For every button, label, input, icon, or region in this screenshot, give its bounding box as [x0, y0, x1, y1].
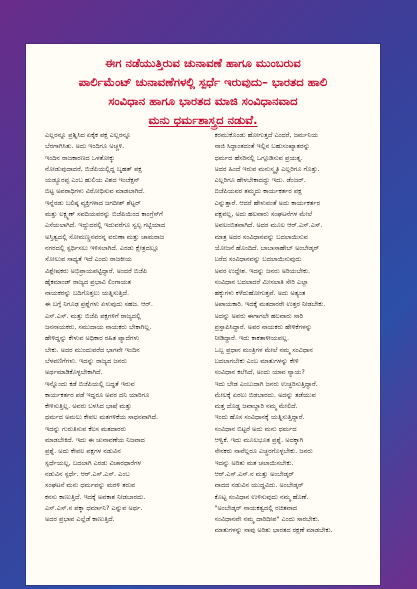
text-line: ಎಲ್ಲರಿಗೂ ಹೇಳಬೇಕಾದದ್ದು ಇದು. ಡೆಂಜರ್.	[214, 176, 306, 185]
text-line: ಹೇಳಿದ್ದನ್ನು ಕೇಳುವ ಅಧಿಕಾರ ರಹಿತ ಪ್ಯಾದೆಗಳು	[45, 334, 140, 343]
text-line: ಪಕ್ಷವಲ್ಲ, ಅದು ಹಲವಾರು ಸಂಘಟನೆಗಳ ಮೇಲೆ	[214, 210, 313, 219]
text-line: ಪ್ರಶ್ನೆ. ಅದು ಕೇವಲ ಪಕ್ಷಗಳ ನಡುವಿನ	[45, 447, 121, 456]
text-line: ಮಾತುಗಳನ್ನು ನಾವು ಅರಿತು ಭಾರತದ ರಕ್ಷಣೆ ಮಾಡಬೇಕು.	[214, 526, 333, 535]
text-line: ನಗರದಲ್ಲಿ ಸ್ಪರ್ಧಿಸಲು ಇಳಿಸಲಾಗಿದೆ. ಎರಡು ಕ್ಷೇತ್ರದಲ್ಲೂ	[45, 243, 159, 252]
text-line: ಇದು ಬೇಡ ಎಂಬುದಾಗಿ ಜನರು ಉಚ್ಛರಿಸುತ್ತಿದ್ದಾರೆ.	[214, 379, 318, 388]
text-line: ಎಸ್.ಎಸ್. ಮತ್ತು ಬಿಜೆಪಿ ಪಕ್ಷಗಳಿಗೆ ರಾಜ್ಯದಲ್ಲಿ	[45, 311, 141, 320]
text-line: ಜನನಾಯಕರು, ಸಮುದಾಯ ನಾಯಕರು ಬೇಕಾಗಿಲ್ಲ.	[45, 323, 152, 332]
right-column	[215, 130, 373, 583]
text-line: ಇದನ್ನು ಅರಿತು ಮತ ಚಲಾಯಿಸಬೇಕು.	[214, 458, 294, 467]
text-line: ಧರ್ಮದ ಹೆಸರಿನಲ್ಲಿ ಒಗ್ಗೂಡಿಸುವ ಪ್ರಯತ್ನ.	[214, 153, 303, 162]
text-line: ಬೆರಗಾಗಿಸಿತು. ಅದು ಇಂದಿಗೂ ಅಚ್ಚಳಿ.	[45, 142, 125, 151]
text-line: ಹೈಕಮಾಂಡ್ ರಾಜ್ಯದ ಪ್ರಭಾವಿ ಲಿಂಗಾಯತ	[45, 277, 131, 286]
text-line: ಕನಸು ಕಾಣುತ್ತಿದೆ. ಇದಕ್ಕೆ ಅವಕಾಶ ನೀಡಬಾರದು.	[45, 492, 146, 501]
text-line: ಸಂವಿಧಾನ ಕಲೆಸಿದೆ, ಅಂದು ಯಾವ ನ್ಯಾಯ?	[214, 368, 305, 377]
left-column	[45, 130, 203, 583]
text-line: ಸೋಲುವ ಸಾಧ್ಯತೆ ಇದೆ ಎಂದು ರಾಜಕೀಯ	[45, 255, 132, 264]
text-line: ಸಂವಿಧಾನವೇ ನಮ್ಮ ದಾರಿದೀಪ" ಎಂದು ಸಾರಬೇಕು.	[214, 515, 320, 524]
text-line: ಸಂಘಟನೆ ಮನು ಧರ್ಮವನ್ನು ಮರಳಿ ತರುವ	[45, 481, 136, 490]
text-line: ಇಂದಿನ ರಾಜಕಾರಣದ ಒಳತೋಕ್ಕು	[45, 153, 115, 162]
text-line: ಒಬ್ಬ ಪ್ರಧಾನ ಮಂತ್ರಿಗಳ ಮೇಲೆ ನಮ್ಮ ಸಂವಿಧಾನ	[214, 345, 313, 354]
text-line: ಯೋಜನೆ ಹೊಂದಿದೆ. ಬಾಬಾಸಾಹೇಬ್ ಅಂಬೇಡ್ಕರ್	[214, 243, 320, 252]
text-line: ಇದನ್ನು ಗುರುತಿಸುವ ಕೆಲಸ ಮತದಾರರು	[45, 424, 127, 433]
text-line: ಸಂವಿಧಾನ ಬದಲಾದರೆ ಮೀಸಲಾತಿ ಸೇರಿ ಎಲ್ಲಾ	[214, 277, 309, 286]
text-line: ಎನ್ನುತ್ತಾರೆ. ಆದರೆ ಹೇಳುವಂತೆ ಅದು ಕಾರ್ಯಕರ್ತರ	[214, 198, 321, 207]
text-line: ಅವರ ಉದ್ದೇಶ. ಇದನ್ನು ಜನರು ಅರಿಯಬೇಕು.	[214, 266, 311, 275]
text-line: ಕೊಟ್ಟ ಸಂವಿಧಾನ ಉಳಿಸುವುದು ನಮ್ಮ ಹೊಣೆ.	[214, 492, 309, 501]
text-line: ವಿಶ್ಲೇಷಕರು ಅಭಿಪ್ರಾಯಪಟ್ಟಿದ್ದಾರೆ. ಅಂದರೆ ಬಿಜೆಪಿ	[45, 266, 148, 275]
text-line: ಯಡ್ಯೂರಪ್ಪ ಎಂಬ ಹುಲಿಯ ವಿಶದ ಇಂಜೆಕ್ಷನ್	[45, 176, 140, 185]
text-line: ಸೇನಕರು ನಾವೆಲ್ಲರೂ ಎಚ್ಚರಗೊಳ್ಳಬೇಕು. ಜನರು	[214, 447, 313, 456]
text-line: ಅದರ ಹಿಂದೆ ಇರುವ ಮನುಸ್ಮೃತಿ ಎಲ್ಲರಿಗೂ ಗೊತ್ತು.	[214, 164, 320, 173]
text-line: ಬದಲಾಗಬೇಕು ಎಂಬ ಮಾತುಗಳನ್ನು ಕೇಳಿ	[214, 356, 299, 365]
text-line: ಅರ್ಥಮಾಡಿಕೊಳ್ಳಬೇಕಾಗಿದೆ.	[45, 368, 103, 377]
headline-line: ಸಂವಿಧಾನ ಹಾಗೂ ಭಾರತದ ಮಾಜಿ ಸಂವಿಧಾನವಾದ	[108, 94, 298, 108]
text-line: ಅವಲಂಬಿತವಾಗಿದೆ. ಅದರ ಮೂಲ ಆರ್.ಎಸ್.ಎಸ್.	[214, 221, 323, 230]
text-line: ಕರಮುಕೊಂಡು ಹೋಗುತ್ತದೆ ಎಂದರೆ, ಜರ್ಮನಿಯ	[214, 131, 319, 139]
text-line: ಕೇಳಿಸುತ್ತಿಲ್ಲ. ಅವರು ಬಳಸಿದ ಭಾಷೆ ಮತ್ತು	[45, 402, 132, 411]
text-line: ಬೇಕು. ಅದರ ಮುಂದುವರೆದ ಭಾಗವೇ ಇಂದಿನ	[45, 345, 140, 354]
text-line: ಈ ಬಗ್ಗೆ ನಿಗೂಢ ಪ್ರಶ್ನೆಗಳು ಏಳುವುದು ಸಹಜ. ಆರ್.	[45, 300, 153, 309]
text-line: ಆಳ್ವಿಕೆ. ಇದು ಮೂಲಭೂತ ಪ್ರಶ್ನೆ. ಅದಕ್ಕಾಗಿ	[214, 436, 304, 445]
article-page	[26, 44, 380, 585]
text-line: ಎಸೆಯಲಾಗಿದೆ. ಇದ್ದುದರಲ್ಲಿ ಇದುವರೆಗೂ ಸ್ವಲ್ಪ ಗಟ್ಟಿಯಾದ	[45, 221, 166, 230]
text-line: ಎಸ್.ಎಸ್.ನ ಪಕ್ಕಾ ಧರ್ಮಾನಿ? ಎನ್ನುವ ಅರ್ಥ.	[45, 503, 143, 512]
text-line: ನಡುವಿನ ಸ್ಪರ್ಧೆ. ಆರ್.ಎಸ್.ಎಸ್. ಎಂಬ	[45, 469, 130, 478]
text-line: "ಅಂಬೇಡ್ಕರ್ ನಾಯಕತ್ವದಲ್ಲಿ ರಚಿತವಾದ	[214, 503, 298, 512]
text-line: ಇನ್ನೊಂದು ಕಡೆ ಬಿಜೆಪಿಯಲ್ಲಿ ಬದ್ಧತೆ ಇರುವ	[45, 379, 135, 388]
text-line: ಅಪಾಯಕಾರಿ. ಇದಕ್ಕೆ ಮತದಾರರೇ ಉತ್ತರ ನೀಡಬೇಕು.	[214, 300, 326, 309]
text-line: ಬೆಳವಣಿಗೆಗಳು. ಇದನ್ನು ರಾಜ್ಯದ ಜನರು	[45, 356, 127, 365]
text-line: ಅಸ್ತಿತ್ವದಲ್ಲಿ ಸೋಮಣ್ಣನವರನ್ನ ವರುಣಾ ಮತ್ತು ಚಾಮರಾಜ	[45, 232, 165, 241]
article-body	[45, 130, 372, 583]
text-line: ಧರ್ಮದ ಅಮಲು ಕೇವಲ ಮತಗಳಿಕೆಯ ಸಾಧನವಾಗಿದೆ.	[45, 413, 159, 422]
headline-line: ಈಗ ನಡೆಯುತ್ತಿರುವ ಚುನಾವಣೆ ಹಾಗೂ ಮುಂಬರುವ	[105, 56, 301, 70]
text-line: ನಾಜಿ ಸಿದ್ಧಾಂತದಂತೆ ಇಲ್ಲಿನ ಬಹುಸಂಖ್ಯಾತರನ್ನು	[214, 142, 310, 151]
text-line: ವಾದದ ನಡುವಿನ ಯುದ್ಧವಿದು. ಅಂಬೇಡ್ಕರ್	[214, 481, 304, 490]
text-line: ಇನ್ನೆರಡು ಬಲಿಷ್ಠ ವ್ಯಕ್ತಿಗಳಾದ ಜಗದೀಶ್ ಶೆಟ್ಟರ್	[45, 198, 141, 207]
text-line: ಬರೆದ ಸಂವಿಧಾನವನ್ನು ಬದಲಾಯಿಸುವುದು	[214, 255, 302, 264]
text-line: ನೋಡುವುದಾದರೆ, ಬಿಜೆಪಿಯಲ್ಲಿದ್ದ ಬೃಹತ್ ಪಕ್ಷ	[45, 164, 142, 173]
text-line: ಸ್ಪರ್ಧೆಯಲ್ಲ, ಬದಲಾಗಿ ಎರಡು ವಿಚಾರಧಾರೆಗಳ	[45, 458, 142, 467]
text-line: ಎಲ್ಲರನ್ನೂ ಪ್ರಶ್ನಿಸಿದ ಏಕೈಕ ಪಕ್ಷ ಎಲ್ಲರನ್ನೂ	[45, 131, 131, 139]
text-line: ಮಾಡಬೇಕಿದೆ. ಇದು ಈ ಚುನಾವಣೆಯ ನಿಜವಾದ	[45, 436, 145, 445]
text-line: ಕಾರ್ಯಕರ್ತರ ಪಡೆ ಇದ್ದರೂ ಅವರ ದನಿ ಯಾರಿಗೂ	[45, 390, 150, 399]
text-line: ಮೇಲಕ್ಕೆ ಏರಲು ಬಿಡಬಾರದು. ಅದನ್ನು ತಡೆಯುವ	[214, 390, 316, 399]
text-line: ಮಾತ್ರ ಅದರ ಸಂವಿಧಾನವನ್ನು ಬದಲಾಯಿಸುವ	[214, 232, 308, 241]
text-line: ಸಂವಿಧಾನ ಬಿಟ್ಟರೆ ಅದು ಮನು ಧರ್ಮದ	[214, 424, 297, 433]
text-line: ಬಿಜೆಪಿಯವರ ತಮ್ಮದು ಕಾರ್ಯಕರ್ತರ ಪಕ್ಷ	[214, 187, 302, 196]
text-line: ಬಿಟ್ಟ ಅಪರಾಧಿಗಳು ವಿರೋಧಿಸುವ ಮಾಡಲಾಗಿದೆ.	[45, 187, 145, 196]
article-headline	[26, 54, 380, 130]
text-line: ನೀಡಿದ್ದಾರೆ. ಇದು ಕಾಕತಾಳೀಯವಲ್ಲ.	[214, 334, 290, 343]
text-line: ಮತ್ತು ಲಕ್ಷ್ಮಣ್ ಸವದಿಯವರನ್ನು ಬಿಜೆಪಿಯಿಂದ ಕಾಂಗ್ರೆಸ್‌ಗೆ	[45, 210, 163, 219]
text-line: ಇಂದು ಹೊಸ ಸಂವಿಧಾನಕ್ಕೆ ಯತ್ನಿಸುತ್ತಿದ್ದಾರೆ.	[214, 413, 305, 422]
text-line: ಹಕ್ಕುಗಳು ಕಳೆದುಹೋಗುತ್ತವೆ. ಅದು ಅತ್ಯಂತ	[214, 289, 306, 298]
text-line: ಅದನ್ನು ಅವರು ಈಗಾಗಲೇ ಹಲವಾರು ಸಾರಿ	[214, 311, 303, 320]
text-line: ಮತ್ತ ದೊಡ್ಡ ಜವಾಬ್ದಾರಿ ನಮ್ಮ ಮೇಲಿದೆ.	[214, 402, 298, 411]
left-column-text	[45, 130, 203, 525]
text-line: ಅದರ ಪ್ರಭಾವ ಎಲ್ಲೆಡೆ ಕಾಣುತ್ತಿದೆ.	[45, 515, 115, 524]
text-line: ನಾಯಕರನ್ನು ಬದಿಗೊತ್ತಲು ಯತ್ನಿಸುತ್ತಿದೆ.	[45, 289, 130, 298]
headline-line: ಮನು ಧರ್ಮಶಾಸ್ತ್ರದ ನಡುವೆ.	[148, 113, 258, 127]
text-line: ಆರ್.ಎಸ್.ಎಸ್.ನ ಮತ್ತು ಅಂಬೇಡ್ಕರ್	[214, 469, 295, 478]
text-line: ಪ್ರಸ್ತಾಪಿಸಿದ್ದಾರೆ. ಅವರ ನಾಯಕರು ಹೇಳಿಕೆಗಳನ್ನು	[214, 323, 313, 332]
headline-line: ಪಾರ್ಲಿಮೆಂಟ್ ಚುನಾವಣೆಗಳಲ್ಲಿ ಸ್ಪರ್ಧೆ ಇರುವುದು– ಭಾರತದ ಹಾಲಿ	[78, 75, 328, 89]
right-column-text	[215, 130, 373, 537]
